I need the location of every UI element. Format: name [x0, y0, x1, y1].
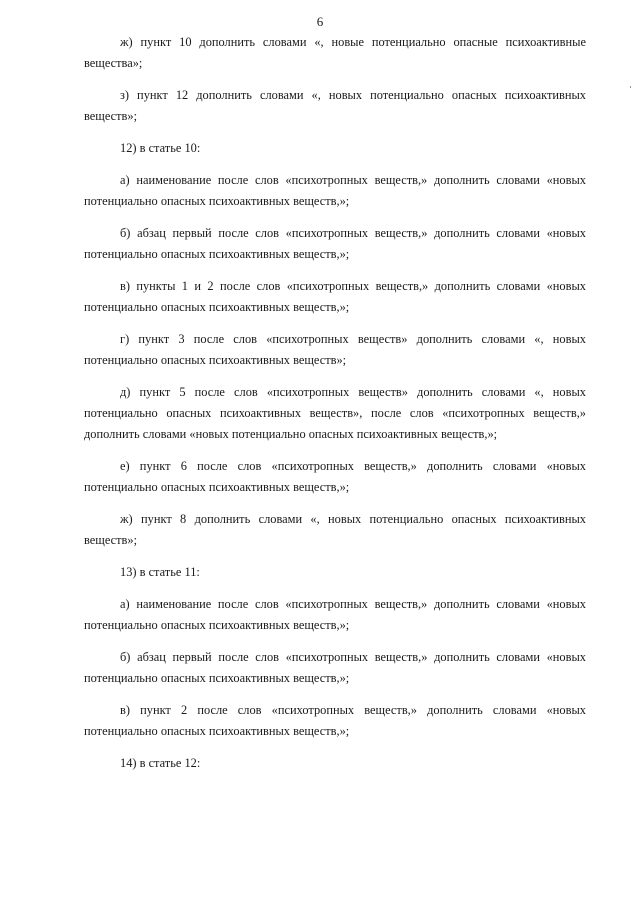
paragraph-item-b-first-para-11: б) абзац первый после слов «психотропных веществ,» дополнить словами «новых потенциально опасных психоактивных веществ,»;	[84, 650, 586, 685]
section-heading-article-11: 13) в статье 11:	[120, 565, 200, 579]
paragraph-item-e-p6: е) пункт 6 после слов «психотропных веществ,» дополнить словами «новых потенциально опасных психоактивных веществ,»;	[84, 459, 586, 494]
paragraph-item-zh-p8: ж) пункт 8 дополнить словами «, новых потенциально опасных психоактивных веществ»;	[84, 512, 586, 547]
paragraph-item-g-p3: г) пункт 3 после слов «психотропных веществ» дополнить словами «, новых потенциально опасных психоактивных веществ»;	[84, 332, 586, 367]
paragraph-item-b-first-para: б) абзац первый после слов «психотропных веществ,» дополнить словами «новых потенциально опасных психоактивных веществ,»;	[84, 226, 586, 261]
section-heading-article-12: 14) в статье 12:	[120, 756, 201, 770]
paragraph-item-a-title-11: а) наименование после слов «психотропных веществ,» дополнить словами «новых потенциально опасных психоактивных веществ,»;	[84, 597, 586, 632]
section-heading-article-10: 12) в статье 10:	[120, 141, 201, 155]
paragraph-item-v-p1-2: в) пункты 1 и 2 после слов «психотропных веществ,» дополнить словами «новых потенциально опасных психоактивных веществ,»;	[84, 279, 586, 314]
document-body	[84, 32, 586, 785]
paragraph-item-z-p12: з) пункт 12 дополнить словами «, новых потенциально опасных психоактивных веществ»;	[84, 88, 586, 123]
paragraph-item-zh-p10: ж) пункт 10 дополнить словами «, новые потенциально опасные психоактивные вещества»;	[84, 35, 586, 70]
scan-artifact-mark	[630, 86, 631, 88]
page-number: 6	[316, 14, 324, 29]
paragraph-item-d-p5: д) пункт 5 после слов «психотропных веществ» дополнить словами «, новых потенциально опасных психоактивных веществ», после слов «психотропных веществ,» дополнить словами «новых потенциально опасных психоактивных веществ,»;	[84, 385, 586, 441]
paragraph-item-a-title: а) наименование после слов «психотропных веществ,» дополнить словами «новых потенциально опасных психоактивных веществ,»;	[84, 173, 586, 208]
paragraph-item-v-p2-11: в) пункт 2 после слов «психотропных веществ,» дополнить словами «новых потенциально опасных психоактивных веществ,»;	[84, 703, 586, 738]
